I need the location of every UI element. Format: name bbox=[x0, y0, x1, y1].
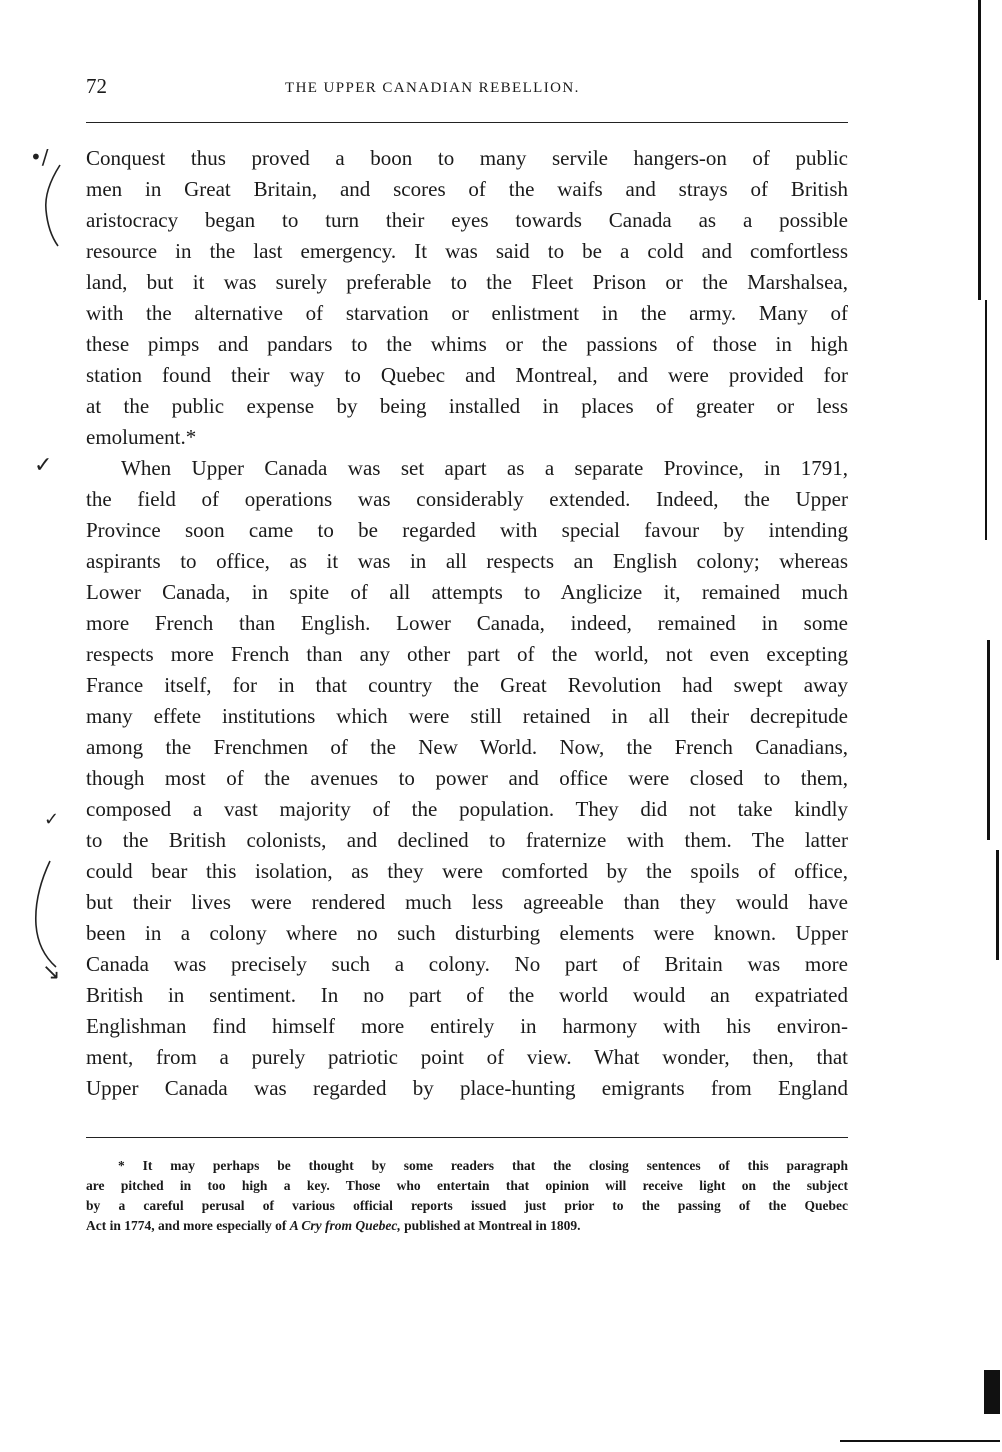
arrow-mark: ↘ bbox=[42, 960, 61, 985]
body-line: Conquest thus proved a boon to many servile hangers-on of public bbox=[86, 146, 848, 170]
footnote-line: * It may perhaps be thought by some readers that the closing sentences of this paragraph bbox=[118, 1158, 848, 1173]
body-line: ment, from a purely patriotic point of view. What wonder, then, that bbox=[86, 1045, 848, 1069]
body-line: land, but it was surely preferable to the Fleet Prison or the Marshalsea, bbox=[86, 270, 848, 294]
body-line: at the public expense by being installed in places of greater or less bbox=[86, 394, 848, 418]
body-line: France itself, for in that country the Great Revolution had swept away bbox=[86, 673, 848, 697]
margin-bracket-top bbox=[38, 160, 68, 250]
page-number: 72 bbox=[86, 74, 107, 98]
footnote-line: by a careful perusal of various official reports issued just prior to the passing of the Quebec bbox=[86, 1198, 848, 1213]
body-line: could bear this isolation, as they were comforted by the spoils of office, bbox=[86, 859, 848, 883]
footnote-line: are pitched in too high a key. Those who entertain that opinion will receive light on the subject bbox=[86, 1178, 848, 1193]
body-line: respects more French than any other part of the world, not even excepting bbox=[86, 642, 848, 666]
scan-edge-line bbox=[996, 850, 999, 960]
running-title: THE UPPER CANADIAN REBELLION. bbox=[285, 80, 580, 96]
body-line: aspirants to office, as it was in all respects an English colony; whereas bbox=[86, 549, 848, 573]
body-line: more French than English. Lower Canada, indeed, remained in some bbox=[86, 611, 848, 635]
footnote-line bbox=[86, 1216, 848, 1236]
body-line: Lower Canada, in spite of all attempts to Anglicize it, remained much bbox=[86, 580, 848, 604]
scan-edge-block bbox=[984, 1370, 1000, 1414]
body-line: men in Great Britain, and scores of the waifs and strays of British bbox=[86, 177, 848, 201]
scan-edge-line bbox=[840, 1440, 1000, 1442]
scan-edge-line bbox=[987, 640, 990, 840]
body-line: resource in the last emergency. It was said to be a cold and comfortless bbox=[86, 239, 848, 263]
body-line: the field of operations was considerably extended. Indeed, the Upper bbox=[86, 487, 848, 511]
footnote-book-title: A Cry from Quebec, bbox=[289, 1218, 401, 1233]
body-line: among the Frenchmen of the New World. Now, the French Canadians, bbox=[86, 735, 848, 759]
footnote-text: Act in 1774, and more especially of bbox=[86, 1218, 290, 1233]
footnote-text: published at Montreal in 1809. bbox=[400, 1218, 581, 1233]
body-line: emolument.* bbox=[86, 425, 197, 449]
body-line: British in sentiment. In no part of the world would an expatriated bbox=[86, 983, 848, 1007]
body-line: been in a colony where no such disturbing elements were known. Upper bbox=[86, 921, 848, 945]
scan-edge-line bbox=[985, 300, 987, 540]
margin-dot-slash-mark: •/ bbox=[30, 145, 49, 169]
scan-edge-line bbox=[978, 0, 981, 300]
body-line: station found their way to Quebec and Montreal, and were provided for bbox=[86, 363, 848, 387]
body-line: Canada was precisely such a colony. No part of Britain was more bbox=[86, 952, 848, 976]
body-line: but their lives were rendered much less agreeable than they would have bbox=[86, 890, 848, 914]
body-line: Englishman find himself more entirely in harmony with his environ- bbox=[86, 1014, 848, 1038]
check-mark: ✓ bbox=[34, 453, 53, 478]
footnote-rule bbox=[86, 1137, 848, 1138]
body-line: though most of the avenues to power and office were closed to them, bbox=[86, 766, 848, 790]
body-line: Upper Canada was regarded by place-hunting emigrants from England bbox=[86, 1076, 848, 1100]
header-rule bbox=[86, 122, 848, 123]
body-line: When Upper Canada was set apart as a separate Province, in 1791, bbox=[121, 456, 848, 480]
body-line: with the alternative of starvation or enlistment in the army. Many of bbox=[86, 301, 848, 325]
body-line: composed a vast majority of the population. They did not take kindly bbox=[86, 797, 848, 821]
body-line: aristocracy began to turn their eyes towards Canada as a possible bbox=[86, 208, 848, 232]
body-line: these pimps and pandars to the whims or the passions of those in high bbox=[86, 332, 848, 356]
body-line: Province soon came to be regarded with special favour by intending bbox=[86, 518, 848, 542]
body-line: many effete institutions which were still retained in all their decrepitude bbox=[86, 704, 848, 728]
tick-mark: ✓ bbox=[44, 809, 60, 830]
body-line: to the British colonists, and declined to fraternize with them. The latter bbox=[86, 828, 848, 852]
